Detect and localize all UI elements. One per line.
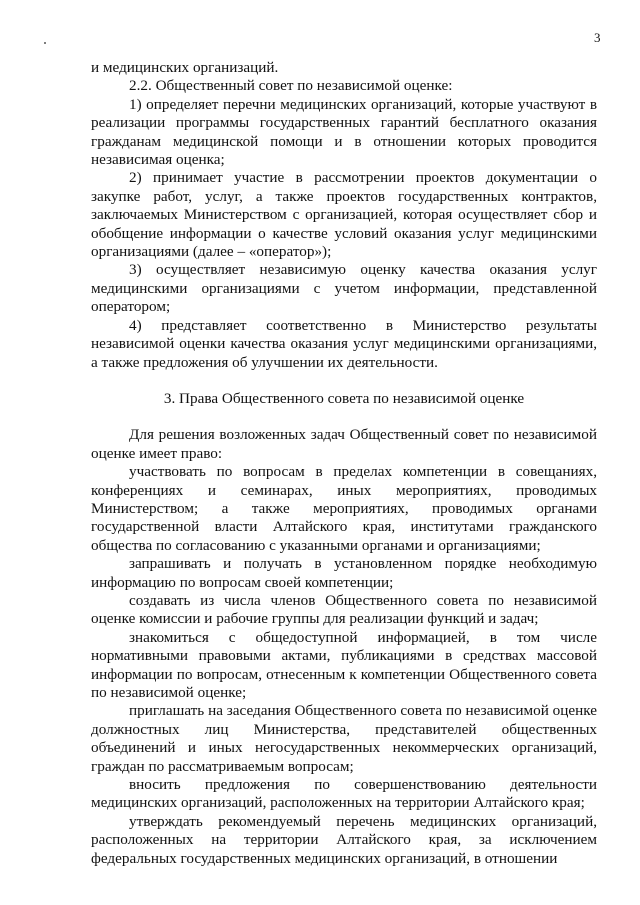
section3-right-5: приглашать на заседания Общественного совета по независимой оценке должностных лиц Министерства, представителей общественных объединений и иных негосударственных некоммерческих организаций, граждан по рассматриваемым вопросам; bbox=[91, 702, 597, 775]
section2-item-1: 1) определяет перечни медицинских организаций, которые участвуют в реализации программы государственных гарантий бесплатного оказания гражданам медицинской помощи и в отношении которых проводится независимая оценка; bbox=[91, 95, 597, 169]
scan-speck bbox=[44, 42, 46, 44]
section2-lead: и медицинских организаций. bbox=[91, 59, 279, 76]
page-number: 3 bbox=[594, 30, 601, 45]
section3-heading: 3. Права Общественного совета по независимой оценке bbox=[163, 389, 525, 407]
section3-right-6: вносить предложения по совершенствованию деятельности медицинских организаций, расположенных на территории Алтайского края; bbox=[91, 776, 597, 812]
section2-item-4: 4) представляет соответственно в Министерство результаты независимой оценки качества оказания услуг медицинскими организациями, а также предложения об улучшении их деятельности. bbox=[91, 316, 597, 371]
section3-right-1: участвовать по вопросам в пределах компетенции в совещаниях, конференциях и семинарах, иных мероприятиях, проводимых Министерством; а также мероприятиях, проводимых органами государственной власти Алтайского края, институтами гражданского общества по согласованию с указанными органами и организациями; bbox=[91, 463, 597, 554]
section3-intro: Для решения возложенных задач Общественный совет по независимой оценке имеет право: bbox=[91, 426, 597, 462]
section3-right-4: знакомиться с общедоступной информацией, в том числе нормативными правовыми актами, публикациями в средствах массовой информации по вопросам, отнесенным к компетенции Общественного совета по независимой оценке; bbox=[91, 628, 597, 701]
document-body bbox=[91, 59, 597, 868]
section2-item-3: 3) осуществляет независимую оценку качества оказания услуг медицинскими организациями с учетом информации, представленной оператором; bbox=[91, 261, 597, 316]
section3-right-3: создавать из числа членов Общественного совета по независимой оценке комиссии и рабочие группы для реализации функций и задач; bbox=[91, 591, 597, 628]
section2-subheading: 2.2. Общественный совет по независимой оценке: bbox=[129, 77, 453, 95]
section3-right-7: утверждать рекомендуемый перечень медицинских организаций, расположенных на территории Алтайского края, за исключением федеральных государственных медицинских организаций, в отношении bbox=[91, 812, 597, 867]
section3-right-2: запрашивать и получать в установленном порядке необходимую информацию по вопросам своей компетенции; bbox=[91, 555, 597, 591]
section2-item-2: 2) принимает участие в рассмотрении проектов документации о закупке работ, услуг, а также проектов государственных контрактов, заключаемых Министерством с организацией, которая осуществляет сбор и обобщение информации о качестве условий оказания услуг медицинскими организациями (далее – «оператор»); bbox=[91, 169, 597, 261]
